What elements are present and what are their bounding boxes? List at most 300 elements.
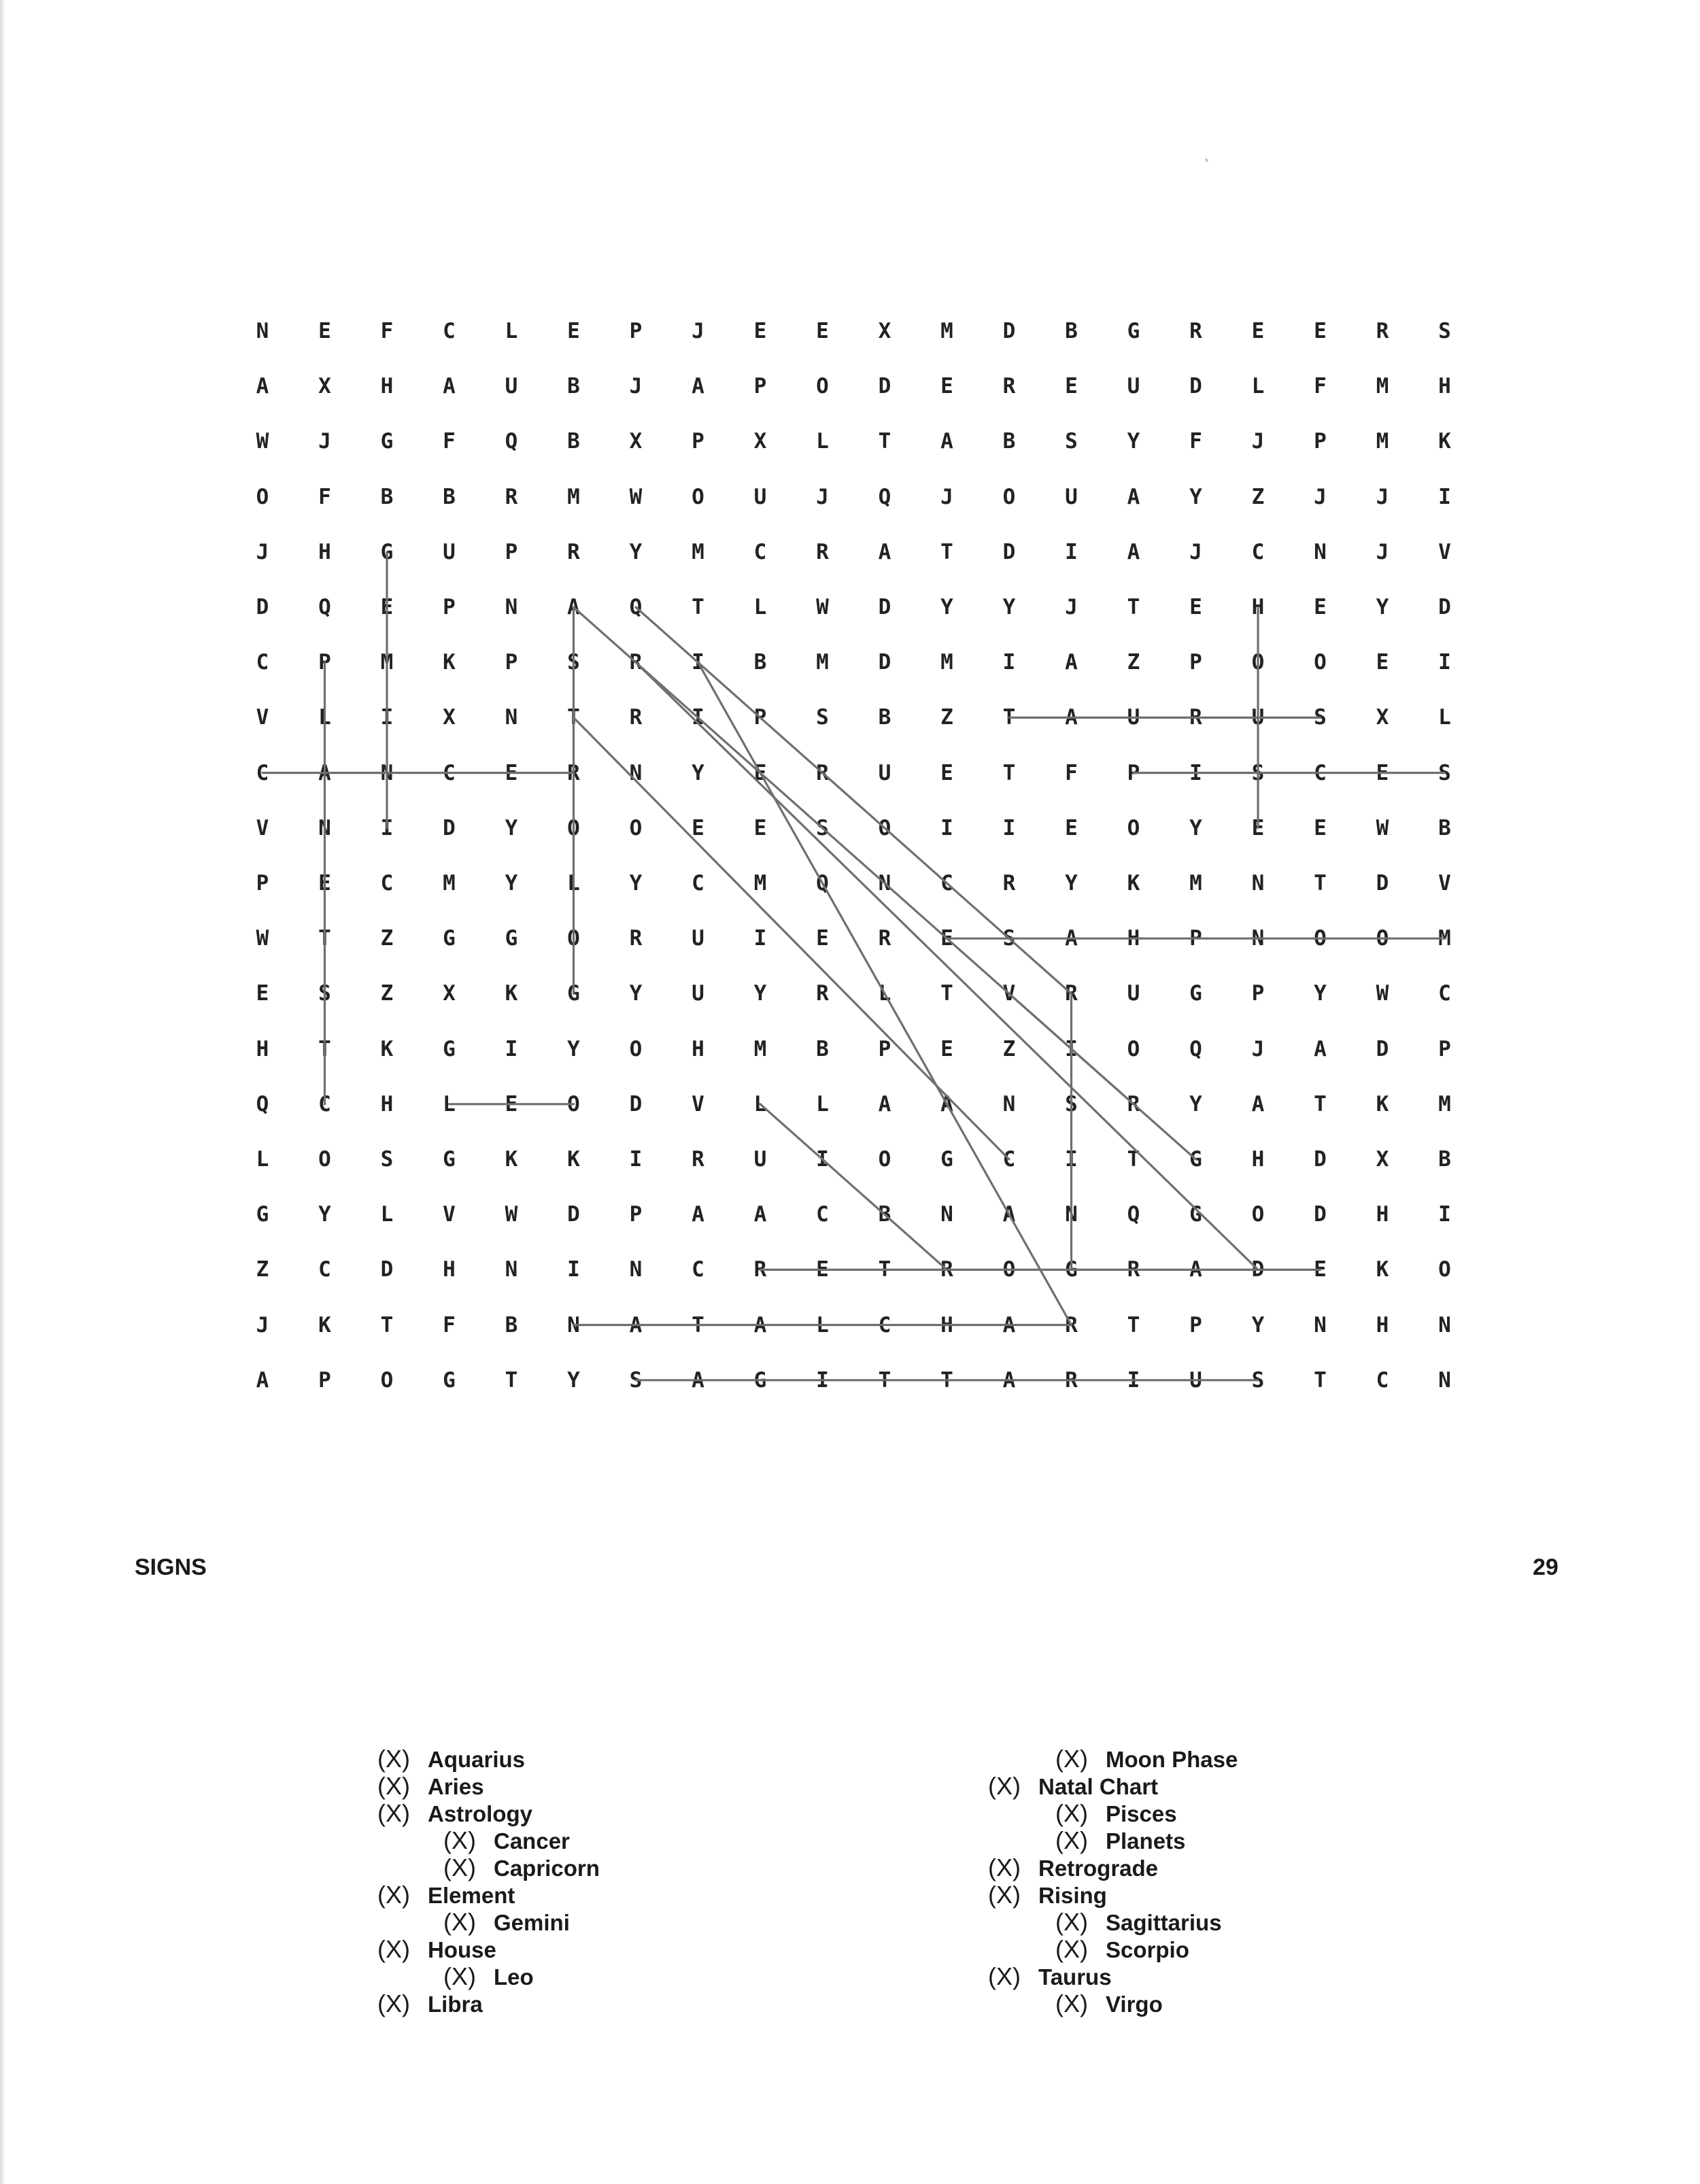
grid-letter: R bbox=[1065, 1367, 1078, 1393]
grid-letter: C bbox=[443, 760, 456, 785]
grid-letter: U bbox=[753, 1147, 767, 1172]
grid-letter: N bbox=[318, 815, 331, 840]
grid-letter: E bbox=[1314, 1257, 1327, 1282]
grid-letter: L bbox=[816, 429, 829, 454]
grid-letter: U bbox=[692, 981, 704, 1006]
word-list-item bbox=[1055, 1826, 1185, 1855]
grid-letter: R bbox=[1065, 981, 1078, 1006]
grid-letter: G bbox=[1189, 1202, 1202, 1227]
grid-letter: I bbox=[629, 1147, 643, 1172]
grid-letter: E bbox=[753, 319, 767, 343]
grid-letter: T bbox=[1314, 871, 1327, 895]
grid-letter: Q bbox=[1127, 1202, 1140, 1227]
grid-letter: R bbox=[816, 760, 829, 785]
grid-letter: J bbox=[1251, 1036, 1265, 1061]
grid-letter: K bbox=[1376, 1257, 1389, 1282]
grid-letter: V bbox=[443, 1202, 456, 1227]
grid-letter: E bbox=[1314, 815, 1327, 840]
grid-letter: M bbox=[940, 319, 953, 343]
grid-letter: D bbox=[1314, 1202, 1327, 1227]
grid-letter: U bbox=[1189, 1367, 1202, 1393]
grid-letter: I bbox=[1189, 760, 1202, 785]
grid-letter: O bbox=[1251, 650, 1265, 675]
grid-letter: N bbox=[1251, 926, 1265, 951]
grid-letter: Z bbox=[1251, 484, 1265, 509]
grid-letter: E bbox=[567, 319, 580, 343]
grid-letter: S bbox=[629, 1367, 643, 1393]
grid-letter: U bbox=[1127, 705, 1140, 730]
grid-letter: E bbox=[1251, 815, 1265, 840]
word-list-item bbox=[377, 1799, 532, 1828]
grid-letter: I bbox=[1438, 484, 1451, 509]
grid-letter: Y bbox=[629, 871, 643, 895]
grid-letter: U bbox=[1251, 705, 1265, 730]
grid-letter: E bbox=[1314, 319, 1327, 343]
grid-letter: Z bbox=[380, 926, 394, 951]
grid-letter: G bbox=[940, 1147, 953, 1172]
check-mark: (X) bbox=[1055, 1908, 1088, 1936]
grid-letter: B bbox=[1002, 429, 1016, 454]
grid-letter: X bbox=[1376, 705, 1389, 730]
grid-letter: D bbox=[878, 374, 891, 399]
grid-letter: D bbox=[878, 595, 891, 619]
grid-letter: E bbox=[940, 1036, 953, 1061]
grid-letter: G bbox=[1065, 1257, 1078, 1282]
grid-letter: P bbox=[505, 650, 518, 675]
grid-letter: A bbox=[753, 1202, 767, 1227]
page-number: 29 bbox=[1533, 1554, 1559, 1580]
grid-letter: A bbox=[878, 539, 891, 564]
grid-letter: O bbox=[256, 484, 269, 509]
grid-letter: P bbox=[318, 1367, 331, 1393]
grid-letter: S bbox=[567, 650, 580, 675]
grid-letter: P bbox=[1127, 760, 1140, 785]
grid-letter: Y bbox=[629, 539, 643, 564]
grid-letter: V bbox=[256, 705, 269, 730]
grid-letter: Y bbox=[692, 760, 704, 785]
grid-letter: D bbox=[567, 1202, 580, 1227]
grid-letter: B bbox=[753, 650, 767, 675]
word-list-item bbox=[443, 1908, 570, 1936]
grid-letter: A bbox=[629, 1312, 643, 1337]
grid-letter: B bbox=[567, 429, 580, 454]
grid-letter: Z bbox=[380, 981, 394, 1006]
grid-letter: N bbox=[505, 595, 518, 619]
grid-letter: R bbox=[940, 1257, 953, 1282]
grid-letter: G bbox=[443, 1367, 456, 1393]
grid-letter: D bbox=[1251, 1257, 1265, 1282]
grid-letter: I bbox=[816, 1367, 829, 1393]
grid-letter: F bbox=[443, 429, 456, 454]
grid-letter: D bbox=[1376, 871, 1389, 895]
grid-letter: L bbox=[878, 981, 891, 1006]
grid-letter: I bbox=[380, 815, 394, 840]
grid-letter: L bbox=[816, 1312, 829, 1337]
grid-letter: N bbox=[940, 1202, 953, 1227]
word-label: Taurus bbox=[1038, 1964, 1112, 1990]
grid-letter: E bbox=[1251, 319, 1265, 343]
grid-letter: B bbox=[380, 484, 394, 509]
grid-letter: D bbox=[1002, 539, 1016, 564]
grid-letter: N bbox=[1438, 1367, 1451, 1393]
check-mark: (X) bbox=[988, 1962, 1021, 1990]
grid-letter: L bbox=[256, 1147, 269, 1172]
grid-letter: K bbox=[567, 1147, 580, 1172]
grid-letter: G bbox=[567, 981, 580, 1006]
grid-letter: U bbox=[443, 539, 456, 564]
grid-letter: M bbox=[567, 484, 580, 509]
grid-letter: A bbox=[567, 595, 580, 619]
grid-letter: R bbox=[1002, 374, 1016, 399]
grid-letter: A bbox=[940, 1091, 953, 1116]
word-label: Retrograde bbox=[1038, 1856, 1159, 1881]
grid-letter: A bbox=[256, 1367, 269, 1393]
grid-letter: T bbox=[318, 926, 331, 951]
grid-letter: I bbox=[380, 705, 394, 730]
grid-letter: G bbox=[505, 926, 518, 951]
grid-letter: C bbox=[692, 871, 704, 895]
check-mark: (X) bbox=[443, 1826, 476, 1854]
grid-letter: X bbox=[318, 374, 331, 399]
grid-letter: Y bbox=[1314, 981, 1327, 1006]
word-label: Virgo bbox=[1106, 1992, 1163, 2017]
grid-letter: O bbox=[567, 926, 580, 951]
grid-letter: A bbox=[443, 374, 456, 399]
grid-letter: O bbox=[1314, 650, 1327, 675]
grid-letter: V bbox=[256, 815, 269, 840]
grid-letter: P bbox=[1251, 981, 1265, 1006]
grid-letter: E bbox=[380, 595, 394, 619]
grid-letter: F bbox=[318, 484, 331, 509]
grid-letter: S bbox=[1438, 760, 1451, 785]
grid-letter: U bbox=[692, 926, 704, 951]
grid-letter: T bbox=[1127, 1147, 1140, 1172]
grid-letter: O bbox=[1314, 926, 1327, 951]
grid-letter: B bbox=[878, 705, 891, 730]
word-label: Cancer bbox=[494, 1828, 570, 1854]
word-label: Libra bbox=[428, 1992, 483, 2017]
word-list-item bbox=[1055, 1745, 1238, 1773]
grid-letter: M bbox=[753, 871, 767, 895]
word-list-item bbox=[443, 1826, 570, 1855]
grid-letter: H bbox=[1251, 1147, 1265, 1172]
grid-letter: R bbox=[816, 981, 829, 1006]
grid-letter: E bbox=[816, 1257, 829, 1282]
grid-letter: V bbox=[1438, 871, 1451, 895]
grid-letter: I bbox=[505, 1036, 518, 1061]
grid-letter: B bbox=[1065, 319, 1078, 343]
grid-letter: C bbox=[816, 1202, 829, 1227]
grid-letter: K bbox=[1127, 871, 1140, 895]
grid-letter: R bbox=[1127, 1091, 1140, 1116]
grid-letter: U bbox=[753, 484, 767, 509]
grid-letter: A bbox=[318, 760, 331, 785]
grid-letter: J bbox=[318, 429, 331, 454]
grid-letter: U bbox=[1065, 484, 1078, 509]
grid-letter: R bbox=[567, 760, 580, 785]
grid-letter: N bbox=[505, 1257, 518, 1282]
word-list-item bbox=[1055, 1990, 1163, 2018]
word-list-item bbox=[988, 1854, 1158, 1882]
grid-letter: M bbox=[1438, 1091, 1451, 1116]
grid-letter: H bbox=[1438, 374, 1451, 399]
check-mark: (X) bbox=[1055, 1826, 1088, 1854]
grid-letter: E bbox=[318, 871, 331, 895]
grid-letter: B bbox=[443, 484, 456, 509]
grid-letter: O bbox=[1376, 926, 1389, 951]
grid-letter: Y bbox=[505, 815, 518, 840]
grid-letter: J bbox=[940, 484, 953, 509]
grid-letter: G bbox=[443, 1036, 456, 1061]
grid-letter: R bbox=[1002, 871, 1016, 895]
grid-letter: I bbox=[1127, 1367, 1140, 1393]
grid-letter: M bbox=[1438, 926, 1451, 951]
grid-letter: T bbox=[1127, 595, 1140, 619]
check-mark: (X) bbox=[377, 1881, 410, 1909]
grid-letter: E bbox=[256, 981, 269, 1006]
grid-letter: K bbox=[1438, 429, 1451, 454]
grid-letter: M bbox=[1189, 871, 1202, 895]
grid-letter: A bbox=[1002, 1202, 1016, 1227]
grid-letter: J bbox=[1376, 484, 1389, 509]
grid-letter: O bbox=[1127, 1036, 1140, 1061]
grid-letter: Q bbox=[256, 1091, 269, 1116]
grid-letter: H bbox=[1251, 595, 1265, 619]
grid-letter: O bbox=[629, 815, 643, 840]
check-mark: (X) bbox=[443, 1962, 476, 1990]
word-label: Gemini bbox=[494, 1910, 570, 1935]
grid-letter: Y bbox=[505, 871, 518, 895]
check-mark: (X) bbox=[1055, 1745, 1088, 1773]
grid-letter: A bbox=[1189, 1257, 1202, 1282]
grid-letter: H bbox=[1376, 1202, 1389, 1227]
grid-letter: Y bbox=[1127, 429, 1140, 454]
word-label: Planets bbox=[1106, 1828, 1186, 1854]
grid-letter: A bbox=[1127, 484, 1140, 509]
grid-letter: X bbox=[878, 319, 891, 343]
grid-letter: I bbox=[940, 815, 953, 840]
grid-letter: P bbox=[256, 871, 269, 895]
grid-letter: A bbox=[1002, 1312, 1016, 1337]
grid-letter: P bbox=[629, 1202, 643, 1227]
grid-letter: R bbox=[567, 539, 580, 564]
grid-letter: E bbox=[816, 926, 829, 951]
grid-letter: R bbox=[816, 539, 829, 564]
word-label: Rising bbox=[1038, 1883, 1107, 1908]
grid-letter: A bbox=[692, 374, 704, 399]
grid-letter: H bbox=[1127, 926, 1140, 951]
grid-letter: I bbox=[1438, 650, 1451, 675]
grid-letter: A bbox=[1065, 926, 1078, 951]
grid-letter: T bbox=[692, 595, 704, 619]
word-label: Capricorn bbox=[494, 1856, 600, 1881]
grid-letter: P bbox=[318, 650, 331, 675]
grid-letter: O bbox=[1002, 1257, 1016, 1282]
grid-letter: K bbox=[505, 981, 518, 1006]
grid-letter: T bbox=[567, 705, 580, 730]
grid-letter: C bbox=[443, 319, 456, 343]
grid-letter: N bbox=[1438, 1312, 1451, 1337]
grid-letter: N bbox=[505, 705, 518, 730]
grid-letter: T bbox=[1314, 1367, 1327, 1393]
grid-letter: M bbox=[1376, 374, 1389, 399]
grid-letter: S bbox=[1314, 705, 1327, 730]
grid-letter: O bbox=[629, 1036, 643, 1061]
grid-letter: R bbox=[1189, 705, 1202, 730]
check-mark: (X) bbox=[443, 1854, 476, 1881]
grid-letter: C bbox=[940, 871, 953, 895]
grid-letter: W bbox=[629, 484, 643, 509]
grid-letter: N bbox=[567, 1312, 580, 1337]
grid-letter: C bbox=[380, 871, 394, 895]
grid-letter: V bbox=[692, 1091, 704, 1116]
grid-letter: M bbox=[816, 650, 829, 675]
word-list-item bbox=[377, 1935, 496, 1964]
grid-letter: A bbox=[1314, 1036, 1327, 1061]
grid-letter: M bbox=[443, 871, 456, 895]
grid-letter: J bbox=[1376, 539, 1389, 564]
word-list-item bbox=[988, 1772, 1158, 1801]
grid-letter: C bbox=[1002, 1147, 1016, 1172]
word-list-item bbox=[1055, 1935, 1189, 1964]
grid-letter: Y bbox=[753, 981, 767, 1006]
grid-letter: W bbox=[1376, 981, 1389, 1006]
check-mark: (X) bbox=[377, 1772, 410, 1800]
word-list-item bbox=[1055, 1799, 1177, 1828]
grid-letter: N bbox=[1002, 1091, 1016, 1116]
check-mark: (X) bbox=[1055, 1799, 1088, 1827]
grid-letter: H bbox=[443, 1257, 456, 1282]
word-label: Aries bbox=[428, 1774, 484, 1799]
grid-letter: X bbox=[443, 705, 456, 730]
grid-letter: F bbox=[1065, 760, 1078, 785]
grid-letter: Q bbox=[1189, 1036, 1202, 1061]
grid-letter: I bbox=[692, 705, 704, 730]
grid-letter: M bbox=[380, 650, 394, 675]
grid-letter: B bbox=[816, 1036, 829, 1061]
grid-letter: Y bbox=[1189, 815, 1202, 840]
grid-letter: J bbox=[816, 484, 829, 509]
grid-letter: Z bbox=[1002, 1036, 1016, 1061]
grid-letter: W bbox=[256, 926, 269, 951]
grid-letter: F bbox=[380, 319, 394, 343]
grid-letter: I bbox=[1438, 1202, 1451, 1227]
grid-letter: C bbox=[256, 650, 269, 675]
check-mark: (X) bbox=[377, 1745, 410, 1773]
grid-letter: T bbox=[505, 1367, 518, 1393]
grid-letter: Z bbox=[1127, 650, 1140, 675]
grid-letter: K bbox=[318, 1312, 331, 1337]
grid-letter: N bbox=[380, 760, 394, 785]
grid-letter: L bbox=[753, 595, 767, 619]
grid-letter: D bbox=[1438, 595, 1451, 619]
grid-letter: I bbox=[753, 926, 767, 951]
grid-letter: A bbox=[1065, 705, 1078, 730]
word-label: Pisces bbox=[1106, 1801, 1177, 1826]
grid-letter: U bbox=[878, 760, 891, 785]
word-label: Natal Chart bbox=[1038, 1774, 1159, 1799]
grid-letter: O bbox=[380, 1367, 394, 1393]
grid-letter: N bbox=[878, 871, 891, 895]
grid-letter: G bbox=[1127, 319, 1140, 343]
grid-letter: E bbox=[940, 926, 953, 951]
grid-letter: Q bbox=[629, 595, 643, 619]
word-label: Moon Phase bbox=[1106, 1747, 1238, 1772]
grid-letter: O bbox=[692, 484, 704, 509]
grid-letter: C bbox=[753, 539, 767, 564]
word-label: Astrology bbox=[428, 1801, 533, 1826]
grid-letter: G bbox=[443, 1147, 456, 1172]
grid-letter: A bbox=[692, 1367, 704, 1393]
grid-letter: D bbox=[1314, 1147, 1327, 1172]
grid-letter: T bbox=[940, 1367, 953, 1393]
grid-letter: K bbox=[1376, 1091, 1389, 1116]
grid-letter: L bbox=[567, 871, 580, 895]
grid-letter: N bbox=[629, 1257, 643, 1282]
grid-letter: K bbox=[505, 1147, 518, 1172]
grid-letter: N bbox=[629, 760, 643, 785]
grid-letter: N bbox=[1251, 871, 1265, 895]
grid-letter: R bbox=[1127, 1257, 1140, 1282]
grid-letter: I bbox=[816, 1147, 829, 1172]
grid-letter: J bbox=[1251, 429, 1265, 454]
grid-letter: O bbox=[1127, 815, 1140, 840]
grid-letter: R bbox=[753, 1257, 767, 1282]
grid-letter: A bbox=[1251, 1091, 1265, 1116]
grid-letter: P bbox=[505, 539, 518, 564]
grid-letter: S bbox=[816, 815, 829, 840]
grid-letter: Y bbox=[1065, 871, 1078, 895]
grid-letter: M bbox=[692, 539, 704, 564]
grid-letter: E bbox=[1065, 374, 1078, 399]
grid-letter: C bbox=[318, 1257, 331, 1282]
grid-letter: T bbox=[1002, 705, 1016, 730]
grid-letter: A bbox=[753, 1312, 767, 1337]
grid-letter: D bbox=[629, 1091, 643, 1116]
word-label: Sagittarius bbox=[1106, 1910, 1222, 1935]
grid-letter: J bbox=[256, 1312, 269, 1337]
word-label: Scorpio bbox=[1106, 1937, 1189, 1962]
grid-letter: P bbox=[1189, 926, 1202, 951]
grid-letter: U bbox=[1127, 981, 1140, 1006]
grid-letter: V bbox=[1002, 981, 1016, 1006]
check-mark: (X) bbox=[988, 1881, 1021, 1909]
grid-letter: T bbox=[1314, 1091, 1327, 1116]
word-label: Aquarius bbox=[428, 1747, 526, 1772]
grid-letter: A bbox=[1127, 539, 1140, 564]
grid-letter: Z bbox=[256, 1257, 269, 1282]
check-mark: (X) bbox=[443, 1908, 476, 1936]
grid-letter: R bbox=[1189, 319, 1202, 343]
grid-letter: S bbox=[380, 1147, 394, 1172]
grid-letter: O bbox=[1438, 1257, 1451, 1282]
grid-letter: O bbox=[816, 374, 829, 399]
word-label: Element bbox=[428, 1883, 515, 1908]
grid-letter: N bbox=[1065, 1202, 1078, 1227]
grid-letter: I bbox=[1002, 815, 1016, 840]
grid-letter: H bbox=[1376, 1312, 1389, 1337]
grid-letter: H bbox=[318, 539, 331, 564]
grid-letter: W bbox=[816, 595, 829, 619]
grid-letter: M bbox=[753, 1036, 767, 1061]
grid-letter: I bbox=[567, 1257, 580, 1282]
grid-letter: T bbox=[940, 981, 953, 1006]
grid-letter: T bbox=[1002, 760, 1016, 785]
grid-letter: Q bbox=[878, 484, 891, 509]
grid-letter: E bbox=[505, 1091, 518, 1116]
grid-letter: O bbox=[878, 815, 891, 840]
grid-letter: E bbox=[1189, 595, 1202, 619]
